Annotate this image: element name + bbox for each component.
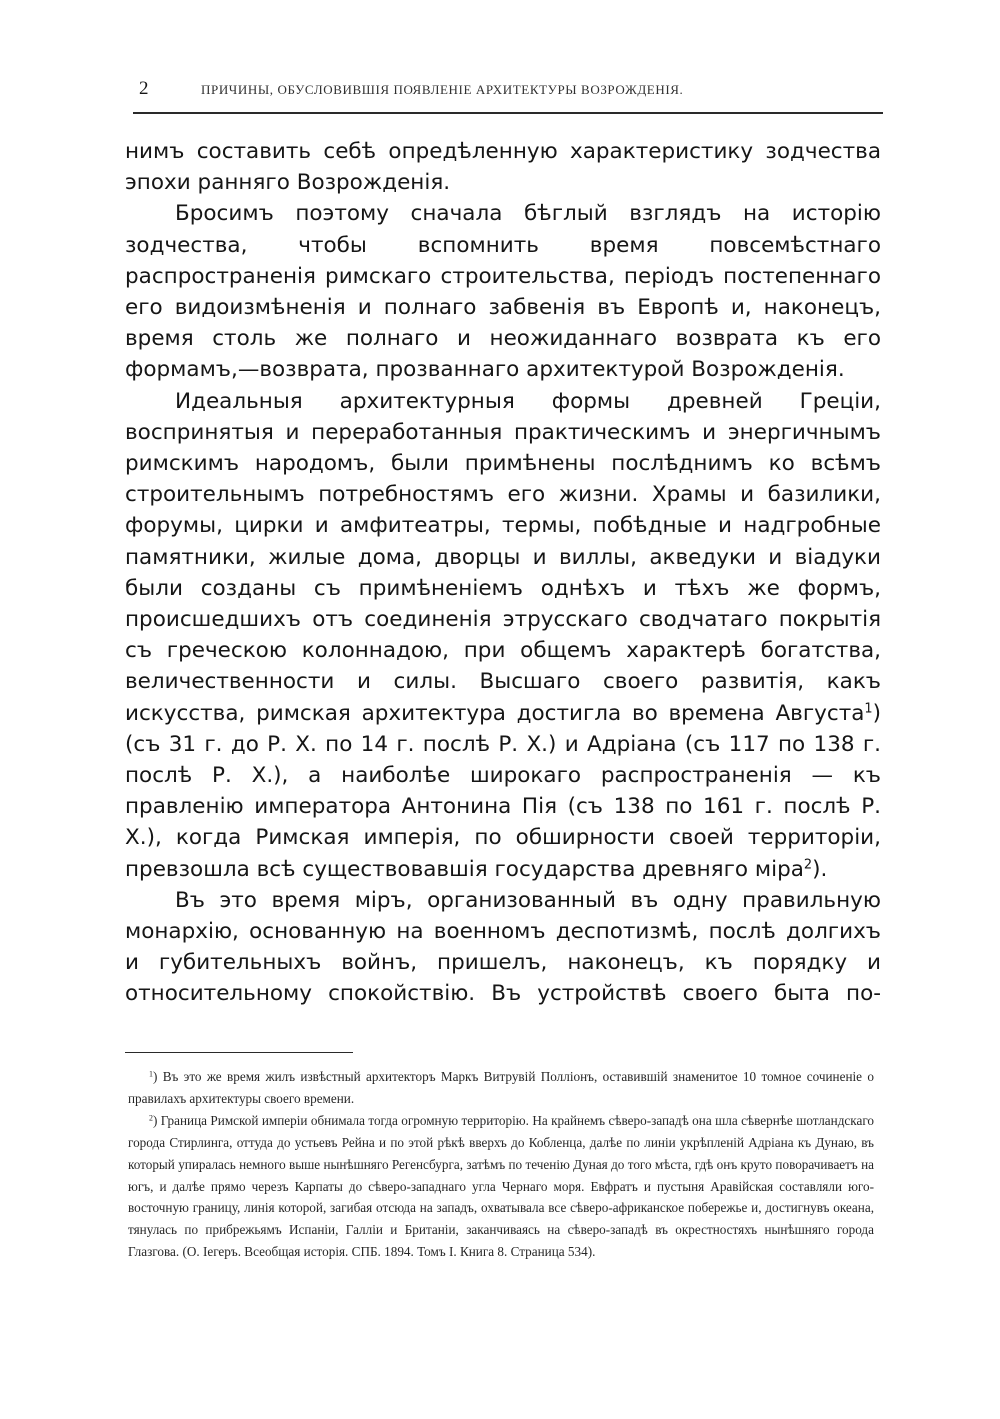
footnote-1-text: ) Въ это же время жилъ извѣстный архитекторъ Маркъ Витрувій Полліонъ, оставившій знаменитое 10 томное сочиненіе о правилахъ архитектуры своего времени. <box>128 1069 874 1106</box>
footnotes <box>128 1066 874 1263</box>
footnote-2-text: ) Граница Римской имперіи обнимала тогда огромную территорію. На крайнемъ сѣверо-западѣ она шла сѣвернѣе шотландскаго города Стирлинга, оттуда до устьевъ Рейна и по этой рѣкѣ вверхъ до Кобленца, далѣе по линіи укрѣпленій Адріана къ Дунаю, въ который упиралась немного выше нынѣшняго Регенсбурга, затѣмъ по теченію Дуная до того мѣста, гдѣ онъ круто поворачиваетъ на югъ, и далѣе прямо черезъ Карпаты до сѣверо-западнаго угла Чернаго моря. Евфратъ и пустыня Аравійская составляли юго-восточную границу, линія которой, загибая отсюда на западъ, охватывала все сѣверо-африканское побережье и, достигнувъ океана, тянулась по прибрежьямъ Испаніи, Галліи и Британіи, заканчиваясь на сѣверо-западѣ въ окрестностяхъ нынѣшняго города Глазгова. (О. Іегеръ. Всеобщая исторія. СПБ. 1894. Томъ I. Книга 8. Страница 534). <box>128 1112 874 1260</box>
paragraph-3-text-b: ) (съ 31 г. до Р. Х. по 14 г. послѣ Р. Х.) и Адріана (съ 117 по 138 г. послѣ Р. Х.), а наиболѣе широкаго распространенія — къ правленію императора Антонина Пія (съ 138 по 161 г. послѣ Р. Х.), когда Римская имперія, по обширности своей территоріи, превзошла всѣ существовавшія государства древняго міра <box>125 700 881 882</box>
paragraph-3 <box>125 386 881 885</box>
paragraph-4: Въ это время міръ, организованный въ одну правильную монархію, основанную на военномъ деспотизмѣ, послѣ долгихъ и губительныхъ войнъ, пришелъ, наконецъ, къ порядку и относительному спокойствію. Въ устройствѣ своего быта по- <box>125 887 881 1007</box>
footnote-1 <box>128 1066 874 1110</box>
footnote-1-mark: 1 <box>149 1069 153 1079</box>
footnote-2-mark: 2 <box>149 1113 153 1123</box>
running-head: ПРИЧИНЫ, ОБУСЛОВИВШІЯ ПОЯВЛЕНІЕ АРХИТЕКТУРЫ ВОЗРОЖДЕНІЯ. <box>201 82 684 97</box>
footnote-ref-2: 2 <box>803 856 813 872</box>
page-number: 2 <box>139 78 149 99</box>
page-header <box>133 78 883 114</box>
paragraph-1: нимъ составить себѣ опредѣленную характеристику зодчества эпохи ранняго Возрожденія. <box>125 139 881 196</box>
main-text <box>125 136 881 1010</box>
paragraph-2: Бросимъ поэтому сначала бѣглый взглядъ на исторію зодчества, чтобы вспомнить время повсемѣстнаго распространенія римскаго строительства, періодъ постепеннаго его видоизмѣненія и полнаго забвенія въ Европѣ и, наконецъ, время столь же полнаго и неожиданнаго возврата къ его формамъ,—возврата, прозваннаго архитектурой Возрожденія. <box>125 201 881 383</box>
footnote-2 <box>128 1110 874 1263</box>
footnote-ref-1: 1 <box>864 700 873 716</box>
paragraph-3-text-c: ). <box>812 856 828 882</box>
paragraph-3-text-a: Идеальныя архитектурныя формы древней Греціи, воспринятыя и переработанныя практическимъ и энергичнымъ римскимъ народомъ, были примѣнены послѣднимъ ко всѣмъ строительнымъ потребностямъ его жизни. Храмы и базилики, форумы, цирки и амфитеатры, термы, побѣдные и надгробные памятники, жилые дома, дворцы и виллы, акведуки и віадуки были созданы съ примѣненіемъ однѣхъ и тѣхъ же формъ, происшедшихъ отъ соединенія этрусскаго сводчатаго покрытія съ греческою колоннадою, при общемъ характерѣ богатства, величественности и силы. Высшаго своего развитія, какъ искусства, римская архитектура достигла во времена Августа <box>125 388 881 726</box>
footnote-divider <box>125 1052 353 1053</box>
